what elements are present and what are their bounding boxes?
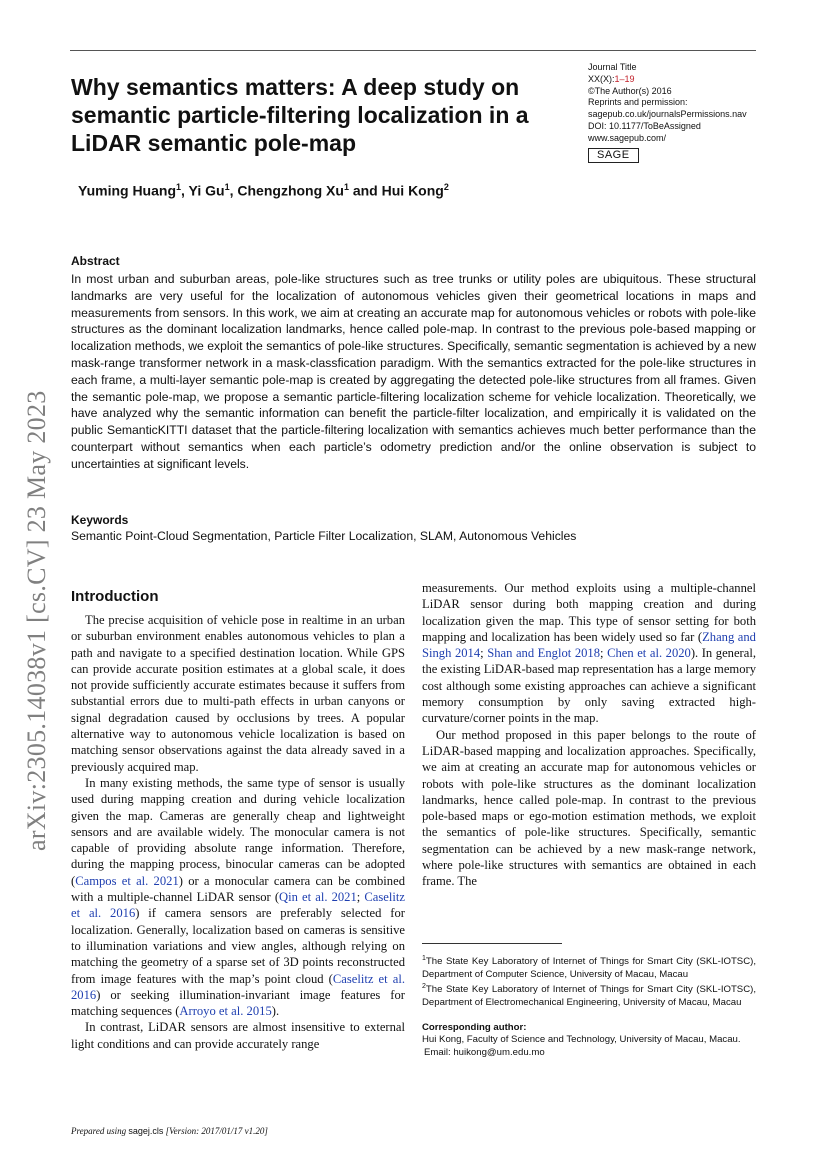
journal-reprints: Reprints and permission: bbox=[588, 97, 688, 108]
page-footer: Prepared using sagej.cls [Version: 2017/01/17 v1.20] bbox=[71, 1126, 268, 1136]
citation-link[interactable]: Chen et al. 2020 bbox=[607, 646, 691, 661]
introduction-heading: Introduction bbox=[71, 588, 159, 605]
citation-link[interactable]: Qin et al. 2021 bbox=[279, 890, 357, 905]
intro-paragraph-3: In contrast, LiDAR sensors are almost insensitive to external light conditions and can provide accurately range bbox=[71, 1020, 405, 1051]
abstract-text: In most urban and suburban areas, pole-like structures such as tree trunks or utility poles are ubiquitous. These structural landmarks are very useful for the localization of autonomous vehicles given their geometrical locations in maps and measurements from sensors. In this work, we aim at creating an accurate map for autonomous vehicles or robots with pole-like structures as the dominant localization landmarks, hence called pole-map. In contrast to the previous pole-based mapping or localization methods, we exploit the semantics of pole-like structures. Specifically, semantic segmentation is achieved by a new mask-range transformer network in a mask-classfication paradigm. With the semantics extracted for the pole-like structures in each frame, a multi-layer semantic pole-map is created by aggregating the detected pole-like structures from all frames. Given the semantic pole-map, we propose a semantic particle-filtering localization scheme for vehicle localization. Theoretically, we have analyzed why the semantic information can benefit the particle-filter localization, and empirically it is validated on the public SemanticKITTI dataset that the particle-filtering localization with semantics achieves much better performance than the counterpart without semantics when each particle’s odometry prediction and/or the online observation is subject to uncertainties at significant levels. bbox=[71, 272, 756, 471]
arxiv-stamp: arXiv:2305.14038v1 [cs.CV] 23 May 2023 bbox=[22, 390, 51, 851]
journal-pages-link[interactable]: 1–19 bbox=[614, 73, 635, 84]
footnotes bbox=[422, 953, 756, 1060]
corresponding-author-email[interactable]: Email: huikong@um.edu.mo bbox=[424, 1046, 545, 1058]
author-name: Yi Gu bbox=[188, 182, 225, 199]
journal-doi: DOI: 10.1177/ToBeAssigned bbox=[588, 120, 701, 131]
corresponding-author-text: Hui Kong, Faculty of Science and Technology, University of Macau, Macau. bbox=[422, 1034, 741, 1046]
author-name: Chengzhong Xu bbox=[237, 182, 344, 199]
citation-link[interactable]: Shan and Englot 2018 bbox=[487, 646, 601, 661]
abstract-heading: Abstract bbox=[71, 254, 120, 268]
intro-paragraph-4: measurements. Our method exploits using a multiple-channel LiDAR sensor during both mapping creation and during localization given the map. This type of sensor setting for both mapping and localization has been widely used so far (Zhang and Singh 2014; Shan and Englot 2018; Chen et al. 2020). In general, the existing LiDAR-based map representation has a large memory cost although some existing approaches can achieve a significant memory consumption by only saving extracted high-curvature/corner points in the map. bbox=[422, 581, 756, 726]
keywords-heading: Keywords bbox=[71, 513, 129, 527]
citation-link[interactable]: Campos et al. 2021 bbox=[75, 873, 179, 888]
header-rule bbox=[70, 50, 756, 51]
footnote-rule bbox=[422, 943, 562, 944]
affiliation-mark: 1 bbox=[224, 182, 230, 192]
journal-permissions-url: sagepub.co.uk/journalsPermissions.nav bbox=[588, 109, 747, 120]
right-column bbox=[422, 580, 756, 890]
cls-name: sagej.cls bbox=[128, 1126, 164, 1136]
citation-link[interactable]: Zhang and Singh 2014 bbox=[422, 629, 756, 661]
journal-title: Journal Title bbox=[588, 62, 637, 72]
author-name: Hui Kong bbox=[381, 182, 444, 199]
citation-link[interactable]: Arroyo et al. 2015 bbox=[179, 1004, 272, 1019]
keywords-text: Semantic Point-Cloud Segmentation, Particle Filter Localization, SLAM, Autonomous Vehicles bbox=[71, 529, 577, 543]
journal-website: www.sagepub.com/ bbox=[588, 132, 667, 143]
journal-volume: XX(X):1–19 bbox=[588, 73, 635, 84]
intro-paragraph-5: Our method proposed in this paper belongs to the route of LiDAR-based mapping and localization approaches. Specifically, we aim at creating an accurate map for autonomous vehicles or robots with pole-like structures as the dominant localization landmarks, hence called pole-map. In contrast to the previous pole-based maps or ego-motion estimation methods, we exploit the semantics of pole-like structures. Specifically, semantic segmentation can be achieved by a new mask-range network, where pole-like structures with semantics are obtained in each frame. The bbox=[422, 727, 756, 889]
affiliation-mark: 1 bbox=[176, 182, 182, 192]
corresponding-author-heading: Corresponding author: bbox=[422, 1021, 527, 1033]
sage-logo: SAGE bbox=[588, 148, 639, 163]
affiliation-mark: 1 bbox=[343, 182, 349, 192]
journal-copyright: ©The Author(s) 2016 bbox=[588, 85, 672, 96]
intro-paragraph-1: The precise acquisition of vehicle pose in realtime in an urban or suburban environment enables autonomous vehicles to plan a path and navigate to a specified destination location. While GPS can provide accurate position estimates at a global scale, it does not provide sufficiently accurate estimates because it suffers from substantial errors due to multi-path effects in urban canyons or signal degradation caused by occlusions by trees. A popular alternative way to autonomous vehicle localization is based on matching sensor observations against the data already saved in a previously acquired map. bbox=[71, 613, 405, 774]
citation-link[interactable]: Caselitz et al. 2016 bbox=[71, 971, 405, 1002]
affiliation-1: $^1$The State Key Laboratory of Internet of Things for Smart City (SKL-IOTSC), Department of Computer Science, University of Macau, Macau bbox=[422, 955, 756, 980]
journal-info bbox=[588, 62, 763, 163]
affiliation-2: $^2$The State Key Laboratory of Internet of Things for Smart City (SKL-IOTSC), Department of Electromechanical Engineering, University of Macau, Macau bbox=[422, 983, 756, 1009]
paper-title: Why semantics matters: A deep study on semantic particle-filtering localization in a LiDAR semantic pole-map bbox=[71, 74, 529, 156]
author-list: Yuming Huang$^1$, Yi Gu$^1$, Chengzhong Xu$^1$ and Hui Kong$^2$ bbox=[78, 182, 449, 199]
author-name: Yuming Huang bbox=[78, 182, 176, 199]
left-column bbox=[71, 612, 405, 1052]
intro-paragraph-2: In many existing methods, the same type of sensor is usually used during mapping creation and during vehicle localization given the map. Cameras are generally cheap and lightweight sensors and are available widely. The monocular camera is not capable of providing absolute range information. Therefore, during the mapping process, binocular cameras can be adopted (Campos et al. 2021) or a monocular camera can be combined with a multiple-channel LiDAR sensor (Qin et al. 2021; Caselitz et al. 2016) if camera sensors are preferably selected for localization. Generally, localization based on cameras is sensitive to illumination variations and view angles, although relying on matching the geometry of a sparse set of 3D points reconstructed from image features with the map’s point cloud (Caselitz et al. 2016) or seeking illumination-invariant image features for matching sequences (Arroyo et al. 2015). bbox=[71, 775, 405, 1019]
affiliation-mark: 2 bbox=[443, 182, 449, 192]
citation-link[interactable]: Caselitz et al. 2016 bbox=[71, 890, 405, 921]
